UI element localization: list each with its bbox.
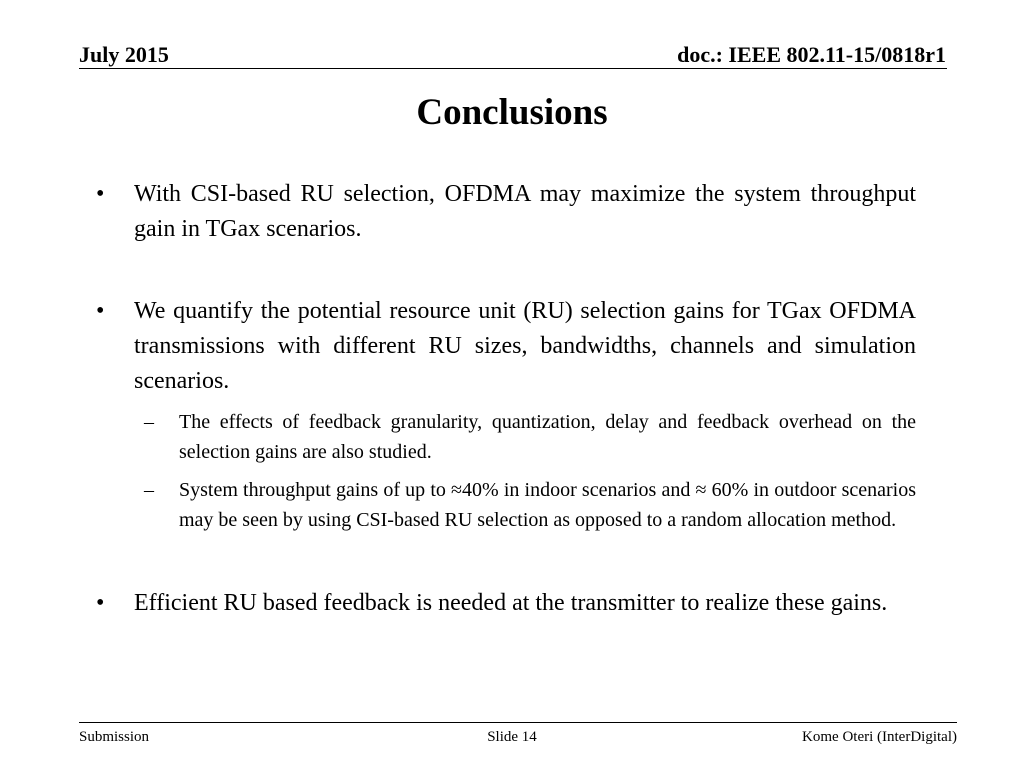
bullet-marker: • [96, 298, 105, 324]
bullet-item [96, 586, 916, 621]
footer-submission: Submission [79, 729, 150, 745]
header-doc-id: doc.: IEEE 802.11-15/0818r1 [677, 42, 946, 67]
sub-bullet-item [96, 475, 916, 535]
header-divider [79, 68, 947, 69]
slide-title: Conclusions [416, 92, 608, 133]
bullet-text: We quantify the potential resource unit (RU) selection gains for TGax OFDMA transmissions with different RU sizes, bandwidths, channels and simulation scenarios. [134, 298, 916, 394]
footer-author: Kome Oteri (InterDigital) [802, 729, 957, 745]
bullet-item [96, 294, 916, 399]
bullet-item [96, 177, 916, 247]
bullet-text: With CSI-based RU selection, OFDMA may maximize the system throughput gain in TGax scenarios. [134, 181, 916, 242]
footer-divider [79, 722, 957, 723]
sub-bullet-text: The effects of feedback granularity, quantization, delay and feedback overhead on the selection gains are also studied. [179, 411, 916, 463]
bullet-text: Efficient RU based feedback is needed at the transmitter to realize these gains. [134, 590, 888, 616]
header-date: July 2015 [79, 42, 169, 67]
sub-bullet-text: System throughput gains of up to ≈40% in indoor scenarios and ≈ 60% in outdoor scenarios may be seen by using CSI-based RU selection as opposed to a random allocation method. [179, 479, 916, 531]
sub-bullet-item [96, 407, 916, 467]
sub-bullet-marker: – [144, 479, 154, 501]
bullet-marker: • [96, 181, 105, 207]
footer-slide-number: Slide 14 [487, 729, 537, 745]
slide-content [96, 177, 916, 621]
bullet-marker: • [96, 590, 105, 616]
sub-bullet-marker: – [144, 411, 154, 433]
